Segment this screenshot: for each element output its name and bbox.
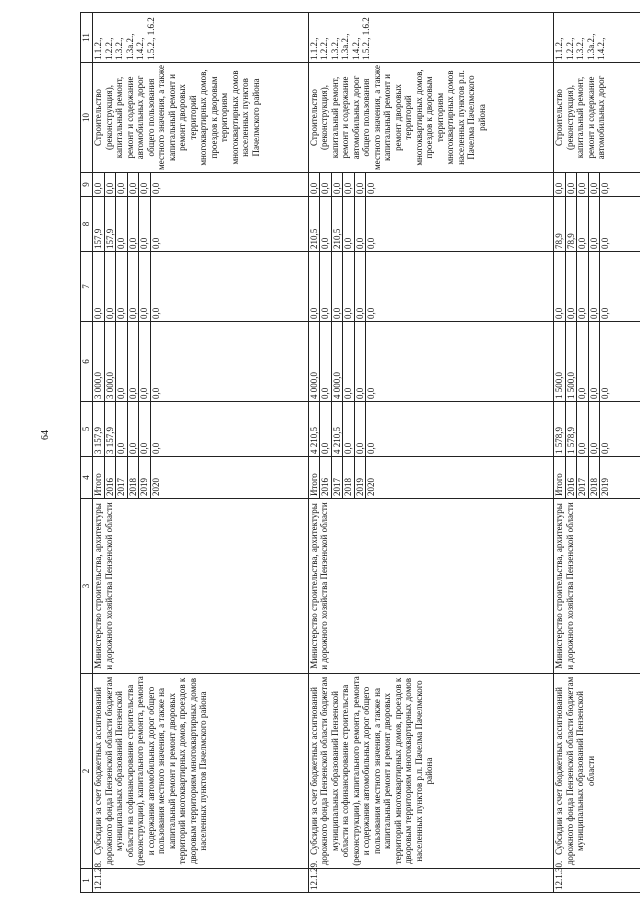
local-budget-cell: 157,9: [104, 197, 116, 252]
federal-budget-cell: 0,0: [139, 252, 151, 322]
indicator-links-cell: 1.1.2., 1.2.2., 1.3.2., 1.3а.2., 1.4.2., 1.5.2., 1.6.2: [308, 13, 554, 63]
col-header: 7: [81, 252, 93, 322]
other-source-cell: 0,0: [366, 173, 554, 197]
federal-budget-cell: 0,0: [93, 252, 105, 322]
regional-budget-cell: 3 000,0: [93, 322, 105, 402]
local-budget-cell: 0,0: [320, 197, 332, 252]
regional-budget-cell: 3 000,0: [104, 322, 116, 402]
year-cell: Итого: [308, 457, 320, 499]
year-cell: 2018: [343, 457, 355, 499]
col-header: 2: [81, 674, 93, 869]
federal-budget-cell: 0,0: [577, 252, 589, 322]
col-header: 8: [81, 197, 93, 252]
total-cell: 0,0: [577, 402, 589, 457]
federal-budget-cell: 0,0: [104, 252, 116, 322]
other-source-cell: 0,0: [93, 173, 105, 197]
regional-budget-cell: 1 500,0: [565, 322, 577, 402]
local-budget-cell: 0,0: [600, 197, 640, 252]
regional-budget-cell: 0,0: [320, 322, 332, 402]
federal-budget-cell: 0,0: [308, 252, 320, 322]
year-cell: 2017: [577, 457, 589, 499]
col-header: 10: [81, 63, 93, 173]
local-budget-cell: 210,5: [308, 197, 320, 252]
regional-budget-cell: 0,0: [577, 322, 589, 402]
federal-budget-cell: 0,0: [331, 252, 343, 322]
total-cell: 4 210,5: [331, 402, 343, 457]
table-row: [308, 13, 320, 893]
year-cell: 2016: [565, 457, 577, 499]
indicator-links-cell: 1.1.2., 1.2.2., 1.3.2., 1.3а.2., 1.4.2., 1.5.2., 1.6.2: [93, 13, 309, 63]
expected-result-cell: Строительство (реконструкция), капитальный ремонт, ремонт и содержание автомобильных дорог общего пользования местного значения, а также капитальный ремонт и ремонт дворовых территорий многоквартирных домов, проездов к дворовым территориям многоквартирных домов населенных пунктов р.п. Пачелма Пачелмского района: [308, 63, 554, 173]
year-cell: 2016: [320, 457, 332, 499]
col-header: 4: [81, 457, 93, 499]
total-cell: 0,0: [600, 402, 640, 457]
other-source-cell: 0,0: [104, 173, 116, 197]
year-cell: Итого: [554, 457, 566, 499]
item-number: 12.1.29.: [308, 869, 554, 893]
local-budget-cell: 157,9: [93, 197, 105, 252]
table-body: [93, 13, 640, 893]
table-row: [554, 13, 566, 893]
other-source-cell: 0,0: [150, 173, 308, 197]
other-source-cell: 0,0: [308, 173, 320, 197]
item-number: 12.1.30.: [554, 869, 640, 893]
year-cell: 2019: [354, 457, 366, 499]
table-row: [93, 13, 105, 893]
total-cell: 0,0: [150, 402, 308, 457]
regional-budget-cell: 0,0: [600, 322, 640, 402]
indicator-links-cell: 1.1.2., 1.2.2., 1.3.2., 1.3а.2., 1.4.2.,: [554, 13, 640, 63]
total-cell: 0,0: [343, 402, 355, 457]
other-source-cell: 0,0: [565, 173, 577, 197]
total-cell: 0,0: [320, 402, 332, 457]
regional-budget-cell: 0,0: [150, 322, 308, 402]
regional-budget-cell: 0,0: [354, 322, 366, 402]
other-source-cell: 0,0: [127, 173, 139, 197]
federal-budget-cell: 0,0: [127, 252, 139, 322]
col-header: 11: [81, 13, 93, 63]
federal-budget-cell: 0,0: [554, 252, 566, 322]
col-header: 3: [81, 499, 93, 674]
federal-budget-cell: 0,0: [354, 252, 366, 322]
year-cell: 2020: [150, 457, 308, 499]
year-cell: 2019: [600, 457, 640, 499]
year-cell: 2017: [116, 457, 128, 499]
year-cell: 2018: [127, 457, 139, 499]
federal-budget-cell: 0,0: [588, 252, 600, 322]
expected-result-cell: Строительство (реконструкция), капитальный ремонт, ремонт и содержание автомобильных дорог: [554, 63, 640, 173]
regional-budget-cell: 4 000,0: [331, 322, 343, 402]
federal-budget-cell: 0,0: [565, 252, 577, 322]
other-source-cell: 0,0: [343, 173, 355, 197]
other-source-cell: 0,0: [588, 173, 600, 197]
regional-budget-cell: 0,0: [588, 322, 600, 402]
executor-cell: Министерство строительства, архитектуры и дорожного хозяйства Пензенской области: [554, 499, 640, 674]
regional-budget-cell: 0,0: [127, 322, 139, 402]
local-budget-cell: 0,0: [343, 197, 355, 252]
total-cell: 0,0: [366, 402, 554, 457]
col-header: 9: [81, 173, 93, 197]
other-source-cell: 0,0: [331, 173, 343, 197]
year-cell: Итого: [93, 457, 105, 499]
col-header: 5: [81, 402, 93, 457]
column-number-row: [81, 13, 93, 893]
regional-budget-cell: 0,0: [343, 322, 355, 402]
year-cell: 2018: [588, 457, 600, 499]
local-budget-cell: 0,0: [366, 197, 554, 252]
local-budget-cell: 0,0: [150, 197, 308, 252]
year-cell: 2017: [331, 457, 343, 499]
local-budget-cell: 0,0: [116, 197, 128, 252]
local-budget-cell: 210,5: [331, 197, 343, 252]
federal-budget-cell: 0,0: [600, 252, 640, 322]
item-number: 12.1.28.: [93, 869, 309, 893]
regional-budget-cell: 4 000,0: [308, 322, 320, 402]
col-header: 6: [81, 322, 93, 402]
item-description: Субсидии за счет бюджетных ассигнований дорожного фонда Пензенской области бюджетам муниципальных образований Пензенской области: [554, 674, 640, 869]
total-cell: 0,0: [139, 402, 151, 457]
regional-budget-cell: 0,0: [116, 322, 128, 402]
federal-budget-cell: 0,0: [320, 252, 332, 322]
local-budget-cell: 78,9: [554, 197, 566, 252]
total-cell: 0,0: [354, 402, 366, 457]
other-source-cell: 0,0: [354, 173, 366, 197]
item-description: Субсидии за счет бюджетных ассигнований дорожного фонда Пензенской области бюджетам муниципальных образований Пензенской области на софинансирование строительства (реконструкции), капитального ремонта, ремонта и содержания автомобильных дорог общего пользования местного значения, а также на капитальный ремонт и ремонт дворовых территорий многоквартирных домов, проездов к дворовым территориям многоквартирных домов населенных пунктов р.п. Пачелма Пачелмского района: [308, 674, 554, 869]
item-description: Субсидии за счет бюджетных ассигнований дорожного фонда Пензенской области бюджетам муниципальных образований Пензенской области на софинансирование строительства (реконструкции), капитального ремонта, ремонта и содержания автомобильных дорог общего пользования местного значения, а также на капитальный ремонт и ремонт дворовых территорий многоквартирных домов, проездов к дворовым территориям многоквартирных домов населенных пунктов Пачелмского района: [93, 674, 309, 869]
executor-cell: Министерство строительства, архитектуры и дорожного хозяйства Пензенской области: [93, 499, 309, 674]
regional-budget-cell: 0,0: [366, 322, 554, 402]
total-cell: 3 157,9: [93, 402, 105, 457]
other-source-cell: 0,0: [320, 173, 332, 197]
local-budget-cell: 78,9: [565, 197, 577, 252]
federal-budget-cell: 0,0: [366, 252, 554, 322]
other-source-cell: 0,0: [116, 173, 128, 197]
local-budget-cell: 0,0: [588, 197, 600, 252]
rotated-page: [80, 13, 610, 893]
local-budget-cell: 0,0: [354, 197, 366, 252]
total-cell: 1 578,9: [554, 402, 566, 457]
federal-budget-cell: 0,0: [116, 252, 128, 322]
program-table: [80, 12, 640, 893]
year-cell: 2016: [104, 457, 116, 499]
year-cell: 2020: [366, 457, 554, 499]
total-cell: 4 210,5: [308, 402, 320, 457]
year-cell: 2019: [139, 457, 151, 499]
local-budget-cell: 0,0: [127, 197, 139, 252]
local-budget-cell: 0,0: [577, 197, 589, 252]
regional-budget-cell: 0,0: [139, 322, 151, 402]
other-source-cell: 0,0: [139, 173, 151, 197]
regional-budget-cell: 1 500,0: [554, 322, 566, 402]
federal-budget-cell: 0,0: [150, 252, 308, 322]
total-cell: 0,0: [116, 402, 128, 457]
total-cell: 1 578,9: [565, 402, 577, 457]
federal-budget-cell: 0,0: [343, 252, 355, 322]
total-cell: 3 157,9: [104, 402, 116, 457]
expected-result-cell: Строительство (реконструкция), капитальный ремонт, ремонт и содержание автомобильных дорог общего пользования местного значения, а также капитальный ремонт и ремонт дворовых территорий многоквартирных домов, проездов к дворовым территориям многоквартирных домов населенных пунктов Пачелмского района: [93, 63, 309, 173]
other-source-cell: 0,0: [577, 173, 589, 197]
total-cell: 0,0: [127, 402, 139, 457]
local-budget-cell: 0,0: [139, 197, 151, 252]
other-source-cell: 0,0: [554, 173, 566, 197]
page-number: 64: [40, 430, 51, 440]
executor-cell: Министерство строительства, архитектуры и дорожного хозяйства Пензенской области: [308, 499, 554, 674]
other-source-cell: 0,0: [600, 173, 640, 197]
total-cell: 0,0: [588, 402, 600, 457]
col-header: 1: [81, 869, 93, 893]
